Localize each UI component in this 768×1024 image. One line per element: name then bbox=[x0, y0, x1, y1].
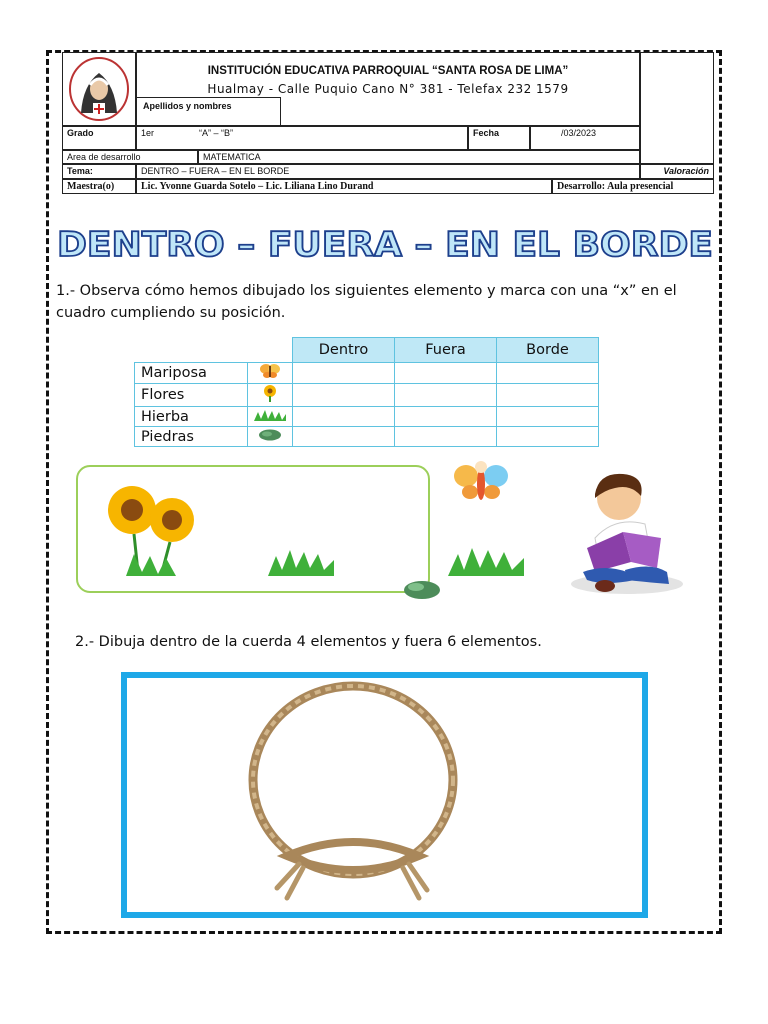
grade-value: 1er bbox=[141, 128, 155, 138]
header-table bbox=[62, 52, 714, 194]
rope-icon bbox=[127, 678, 642, 912]
answer-cell[interactable] bbox=[293, 384, 395, 407]
answer-cell[interactable] bbox=[395, 363, 497, 384]
grass-clump-inside-icon bbox=[266, 546, 336, 578]
sections-value: “A” – “B” bbox=[199, 128, 234, 138]
butterfly-illustration-icon bbox=[452, 458, 510, 506]
date-label: Fecha bbox=[468, 126, 530, 150]
question-2: 2.- Dibuja dentro de la cuerda 4 elementos y fuera 6 elementos. bbox=[75, 634, 542, 650]
question-1: 1.- Observa cómo hemos dibujado los siguientes elemento y marca con una “x” en el cuadro cumpliendo su posición. bbox=[56, 283, 677, 321]
reading-boy-icon bbox=[565, 468, 687, 600]
answer-cell[interactable] bbox=[293, 363, 395, 384]
row-label-hierba: Hierba bbox=[135, 407, 248, 427]
position-table bbox=[134, 337, 599, 447]
sunflowers-icon bbox=[96, 476, 206, 580]
assessment-box bbox=[640, 52, 714, 164]
column-header-borde: Borde bbox=[497, 338, 599, 363]
flower-icon bbox=[261, 384, 279, 402]
area-label: Area de desarrollo bbox=[62, 150, 198, 164]
answer-cell[interactable] bbox=[395, 427, 497, 447]
institution-address: Hualmay - Calle Puquio Cano N° 381 - Telefax 232 1579 bbox=[207, 82, 569, 96]
answer-cell[interactable] bbox=[497, 407, 599, 427]
answer-cell[interactable] bbox=[497, 363, 599, 384]
table-row bbox=[135, 363, 599, 384]
table-row bbox=[135, 427, 599, 447]
row-label-piedras: Piedras bbox=[135, 427, 248, 447]
stone-icon bbox=[257, 428, 283, 442]
answer-cell[interactable] bbox=[395, 407, 497, 427]
grass-icon bbox=[253, 408, 287, 422]
answer-cell[interactable] bbox=[497, 384, 599, 407]
names-label: Apellidos y nombres bbox=[143, 101, 232, 111]
main-title-text: DENTRO – FUERA – EN EL BORDE bbox=[57, 225, 713, 265]
answer-cell[interactable] bbox=[293, 427, 395, 447]
institution-cell bbox=[136, 52, 640, 126]
topic-value: DENTRO – FUERA – EN EL BORDE bbox=[136, 164, 640, 179]
grade-label: Grado bbox=[62, 126, 136, 150]
rope-drawing-area[interactable] bbox=[121, 672, 648, 918]
area-value: MATEMATICA bbox=[198, 150, 640, 164]
mode-value: Desarrollo: Aula presencial bbox=[552, 179, 714, 194]
logo-cell bbox=[62, 52, 136, 126]
school-logo-icon bbox=[67, 55, 131, 123]
grade-cell bbox=[136, 126, 468, 150]
assessment-label: Valoración bbox=[640, 164, 714, 179]
row-label-flores: Flores bbox=[135, 384, 248, 407]
answer-cell[interactable] bbox=[293, 407, 395, 427]
names-label-box bbox=[137, 97, 281, 126]
table-row bbox=[135, 384, 599, 407]
answer-cell[interactable] bbox=[395, 384, 497, 407]
column-header-fuera: Fuera bbox=[395, 338, 497, 363]
butterfly-icon bbox=[259, 363, 281, 379]
row-label-mariposa: Mariposa bbox=[135, 363, 248, 384]
main-title bbox=[54, 222, 716, 266]
grass-clump-outside-icon bbox=[446, 544, 526, 578]
institution-name: INSTITUCIÓN EDUCATIVA PARROQUIAL “SANTA ROSA DE LIMA” bbox=[207, 65, 569, 77]
topic-label: Tema: bbox=[62, 164, 136, 179]
teacher-label: Maestra(o) bbox=[62, 179, 136, 194]
stones-on-border-icon bbox=[402, 577, 446, 601]
answer-cell[interactable] bbox=[497, 427, 599, 447]
table-row bbox=[135, 407, 599, 427]
column-header-dentro: Dentro bbox=[293, 338, 395, 363]
date-value: /03/2023 bbox=[530, 126, 640, 150]
teacher-value: Lic. Yvonne Guarda Sotelo – Lic. Liliana Lino Durand bbox=[136, 179, 552, 194]
